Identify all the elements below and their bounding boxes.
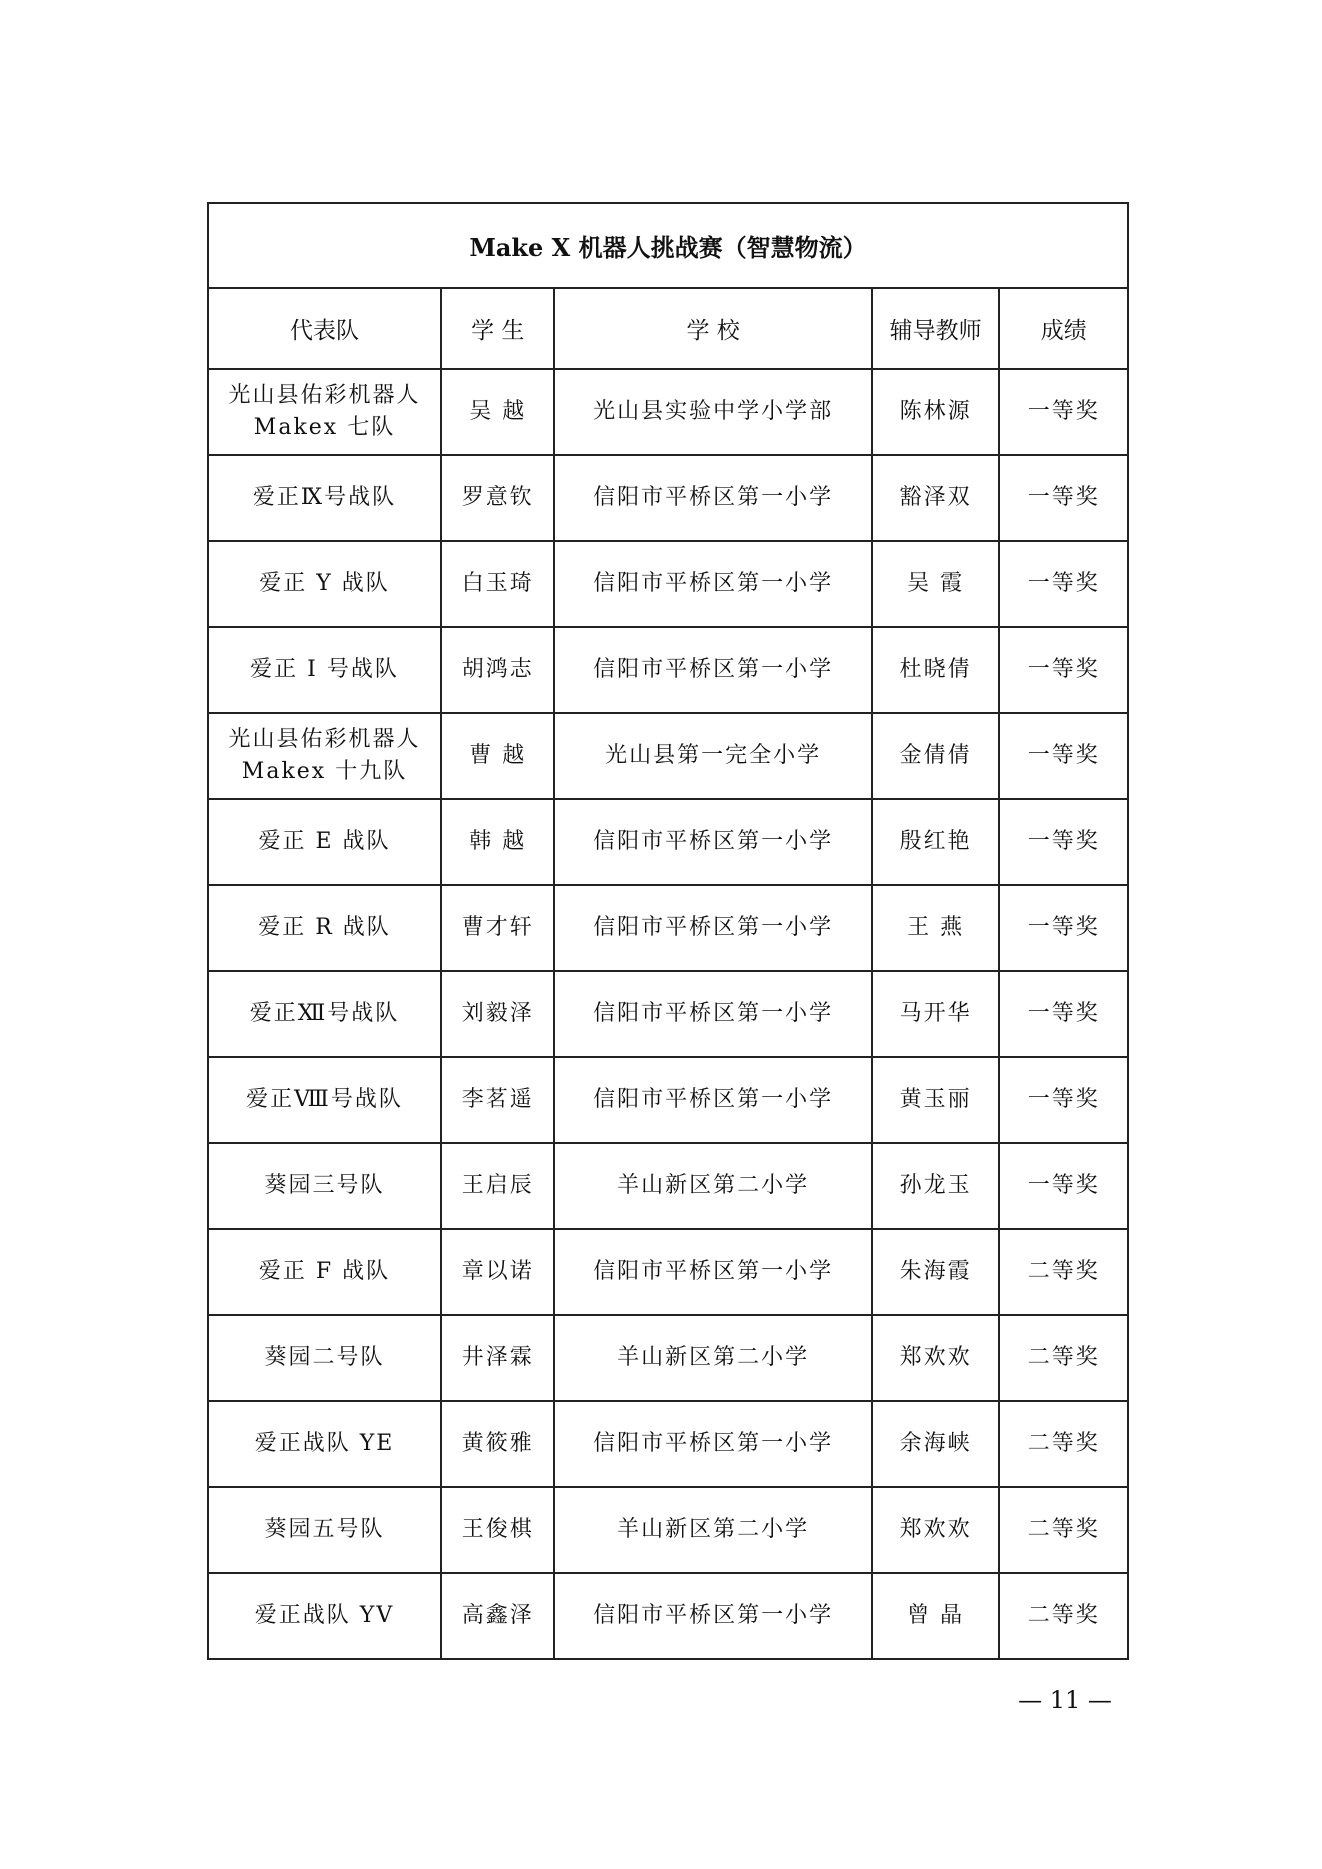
- grade-cell: 二等奖: [999, 1229, 1128, 1315]
- table-row: [208, 541, 1128, 627]
- school-cell: 光山县实验中学小学部: [554, 369, 871, 455]
- student-cell: 高鑫泽: [441, 1573, 554, 1659]
- column-header-school: 学 校: [554, 288, 871, 369]
- table-row: [208, 713, 1128, 799]
- column-header-teacher: 辅导教师: [872, 288, 1000, 369]
- school-cell: 信阳市平桥区第一小学: [554, 971, 871, 1057]
- team-cell: 爱正Ⅻ号战队: [208, 971, 441, 1057]
- team-cell: 爱正战队 YV: [208, 1573, 441, 1659]
- team-cell: 爱正 F 战队: [208, 1229, 441, 1315]
- teacher-cell: 马开华: [872, 971, 1000, 1057]
- student-cell: 罗意钦: [441, 455, 554, 541]
- table-title: Make X 机器人挑战赛（智慧物流）: [208, 203, 1128, 288]
- team-cell: 光山县佑彩机器人 Makex 十九队: [208, 713, 441, 799]
- student-cell: 黄筱雅: [441, 1401, 554, 1487]
- header-row: [208, 288, 1128, 369]
- team-cell: 爱正 Y 战队: [208, 541, 441, 627]
- student-cell: 井泽霖: [441, 1315, 554, 1401]
- teacher-cell: 郑欢欢: [872, 1315, 1000, 1401]
- team-cell: 爱正战队 YE: [208, 1401, 441, 1487]
- teacher-cell: 王 燕: [872, 885, 1000, 971]
- grade-cell: 二等奖: [999, 1487, 1128, 1573]
- teacher-cell: 殷红艳: [872, 799, 1000, 885]
- grade-cell: 一等奖: [999, 885, 1128, 971]
- teacher-cell: 黄玉丽: [872, 1057, 1000, 1143]
- school-cell: 信阳市平桥区第一小学: [554, 1573, 871, 1659]
- table-row: [208, 1573, 1128, 1659]
- team-cell: 爱正Ⅷ号战队: [208, 1057, 441, 1143]
- grade-cell: 一等奖: [999, 1143, 1128, 1229]
- team-cell: 爱正 E 战队: [208, 799, 441, 885]
- school-cell: 信阳市平桥区第一小学: [554, 1057, 871, 1143]
- teacher-cell: 豁泽双: [872, 455, 1000, 541]
- table-row: [208, 971, 1128, 1057]
- table-row: [208, 369, 1128, 455]
- table-row: [208, 1315, 1128, 1401]
- teacher-cell: 曾 晶: [872, 1573, 1000, 1659]
- table-row: [208, 627, 1128, 713]
- school-cell: 信阳市平桥区第一小学: [554, 627, 871, 713]
- school-cell: 信阳市平桥区第一小学: [554, 541, 871, 627]
- grade-cell: 一等奖: [999, 455, 1128, 541]
- teacher-cell: 余海峡: [872, 1401, 1000, 1487]
- student-cell: 王启辰: [441, 1143, 554, 1229]
- team-cell: 爱正 R 战队: [208, 885, 441, 971]
- school-cell: 羊山新区第二小学: [554, 1315, 871, 1401]
- team-cell: 爱正 I 号战队: [208, 627, 441, 713]
- school-cell: 光山县第一完全小学: [554, 713, 871, 799]
- school-cell: 信阳市平桥区第一小学: [554, 1401, 871, 1487]
- student-cell: 吴 越: [441, 369, 554, 455]
- school-cell: 羊山新区第二小学: [554, 1487, 871, 1573]
- team-cell: 爱正Ⅸ号战队: [208, 455, 441, 541]
- column-header-student: 学 生: [441, 288, 554, 369]
- student-cell: 章以诺: [441, 1229, 554, 1315]
- school-cell: 信阳市平桥区第一小学: [554, 455, 871, 541]
- grade-cell: 一等奖: [999, 627, 1128, 713]
- school-cell: 信阳市平桥区第一小学: [554, 885, 871, 971]
- teacher-cell: 郑欢欢: [872, 1487, 1000, 1573]
- student-cell: 李茗遥: [441, 1057, 554, 1143]
- grade-cell: 二等奖: [999, 1315, 1128, 1401]
- student-cell: 曹才轩: [441, 885, 554, 971]
- grade-cell: 一等奖: [999, 971, 1128, 1057]
- table-row: [208, 885, 1128, 971]
- table-row: [208, 799, 1128, 885]
- school-cell: 信阳市平桥区第一小学: [554, 1229, 871, 1315]
- table-row: [208, 1143, 1128, 1229]
- table-row: [208, 1057, 1128, 1143]
- grade-cell: 一等奖: [999, 1057, 1128, 1143]
- student-cell: 韩 越: [441, 799, 554, 885]
- student-cell: 王俊棋: [441, 1487, 554, 1573]
- table-row: [208, 455, 1128, 541]
- teacher-cell: 孙龙玉: [872, 1143, 1000, 1229]
- page-number: — 11 —: [1018, 1686, 1112, 1714]
- student-cell: 白玉琦: [441, 541, 554, 627]
- teacher-cell: 朱海霞: [872, 1229, 1000, 1315]
- grade-cell: 二等奖: [999, 1401, 1128, 1487]
- student-cell: 胡鸿志: [441, 627, 554, 713]
- teacher-cell: 杜晓倩: [872, 627, 1000, 713]
- grade-cell: 一等奖: [999, 369, 1128, 455]
- grade-cell: 一等奖: [999, 541, 1128, 627]
- team-cell: 葵园五号队: [208, 1487, 441, 1573]
- school-cell: 羊山新区第二小学: [554, 1143, 871, 1229]
- teacher-cell: 陈林源: [872, 369, 1000, 455]
- team-cell: 葵园三号队: [208, 1143, 441, 1229]
- grade-cell: 一等奖: [999, 799, 1128, 885]
- team-cell: 葵园二号队: [208, 1315, 441, 1401]
- table-row: [208, 1229, 1128, 1315]
- grade-cell: 一等奖: [999, 713, 1128, 799]
- teacher-cell: 吴 霞: [872, 541, 1000, 627]
- table-row: [208, 1487, 1128, 1573]
- column-header-grade: 成绩: [999, 288, 1128, 369]
- team-cell: 光山县佑彩机器人 Makex 七队: [208, 369, 441, 455]
- results-table: [207, 202, 1129, 1660]
- school-cell: 信阳市平桥区第一小学: [554, 799, 871, 885]
- teacher-cell: 金倩倩: [872, 713, 1000, 799]
- student-cell: 刘毅泽: [441, 971, 554, 1057]
- table-row: [208, 1401, 1128, 1487]
- student-cell: 曹 越: [441, 713, 554, 799]
- grade-cell: 二等奖: [999, 1573, 1128, 1659]
- column-header-team: 代表队: [208, 288, 441, 369]
